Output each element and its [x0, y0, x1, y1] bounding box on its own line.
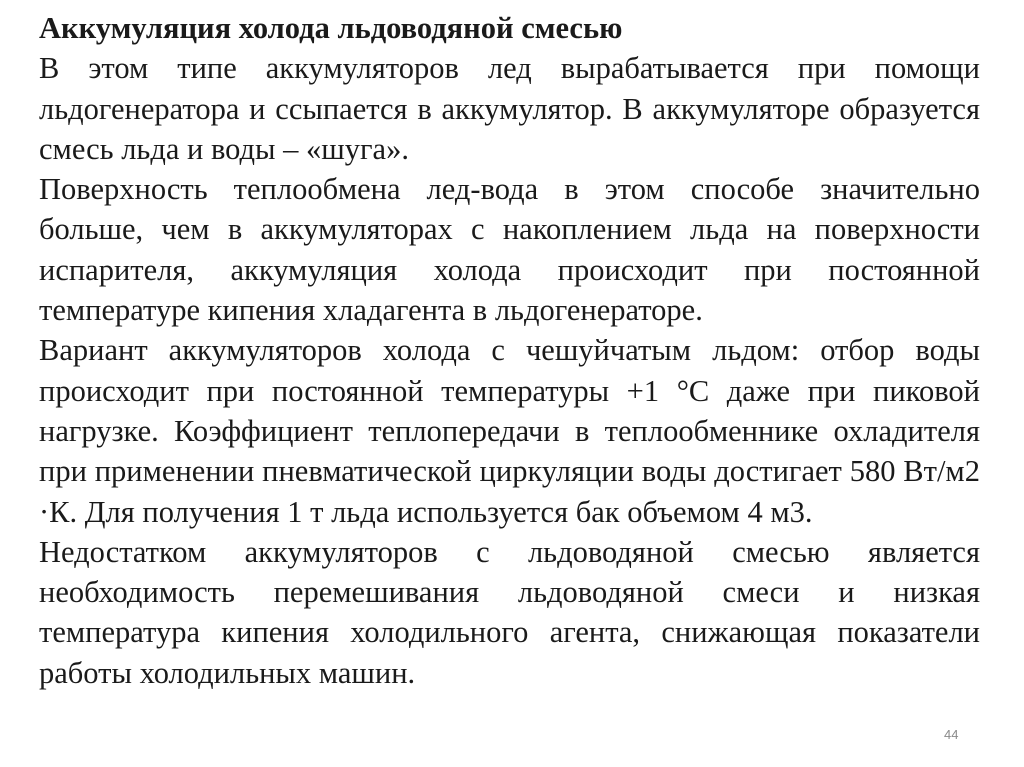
paragraph-flake-ice-variant: Вариант аккумуляторов холода с чешуйчатым льдом: отбор воды происходит при постоянной температуры +1 °С даже при пиковой нагрузке. Коэффициент теплопередачи в теплообменнике охладителя при применении пневматической циркуляции воды достигает 580 Вт/м2 ·К. Для получения 1 т льда используется бак объемом 4 м3. — [39, 333, 980, 529]
slide-title: Аккумуляция холода льдоводяной смесью — [39, 11, 623, 45]
paragraph-heat-exchange-surface: Поверхность теплообмена лед-вода в этом способе значительно больше, чем в аккумуляторах с накоплением льда на поверхности испарителя, аккумуляция холода происходит при постоянной температуре кипения хладагента в льдогенераторе. — [39, 172, 980, 328]
paragraph-ice-water-mix: В этом типе аккумуляторов лед вырабатывается при помощи льдогенератора и ссыпается в аккумулятор. В аккумуляторе образуется смесь льда и воды – «шуга». — [39, 51, 980, 166]
paragraph-disadvantages: Недостатком аккумуляторов с льдоводяной смесью является необходимость перемешивания льдоводяной смеси и низкая температура кипения холодильного агента, снижающая показатели работы холодильных машин. — [39, 534, 980, 690]
slide-content — [39, 8, 980, 693]
page-number: 44 — [944, 727, 959, 742]
